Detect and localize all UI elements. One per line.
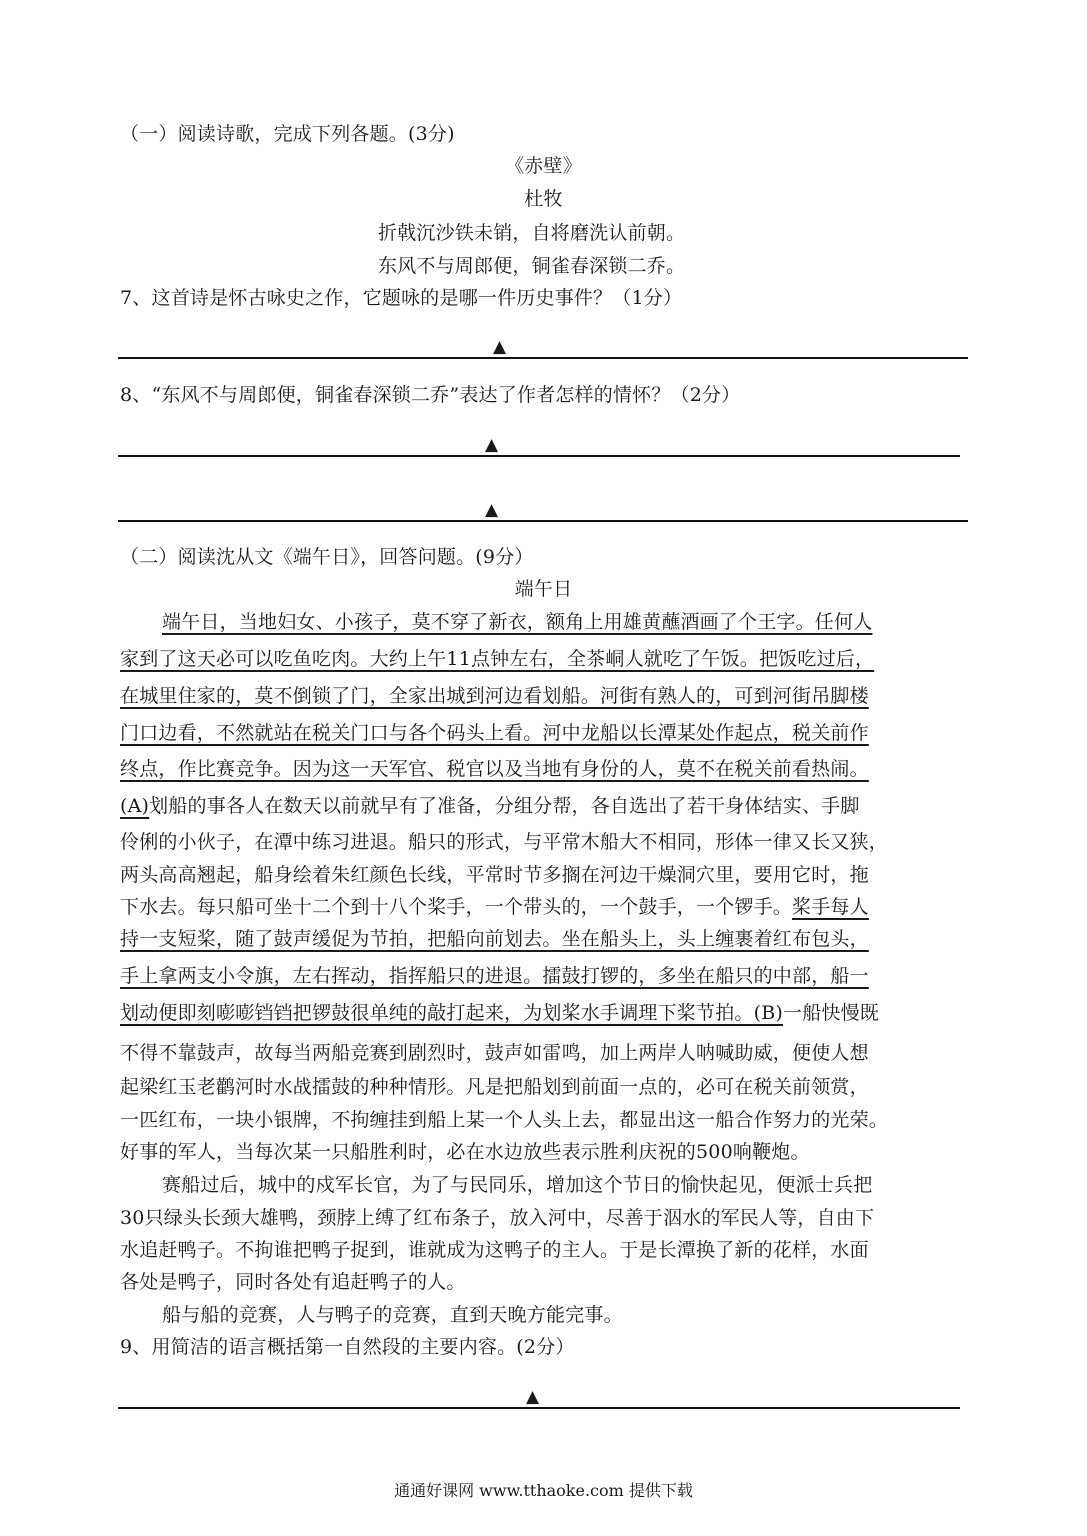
paragraph-3-line: 30只绿头长颈大雄鸭，颈脖上缚了红布条子，放入河中，尽善于泅水的军民人等，自由下: [120, 1207, 875, 1229]
paragraph-1-line: 在城里住家的，莫不倒锁了门，全家出城到河边看划船。河街有熟人的，可到河街吊脚楼: [120, 685, 869, 707]
paragraph-2-line: 持一支短桨，随了鼓声缓促为节拍，把船向前划去。坐在船头上，头上缠裹着红布包头，: [120, 928, 869, 950]
answer-marker: ▲: [526, 1387, 540, 1407]
footer-credit: 通通好课网 www.tthaoke.com 提供下载: [394, 1481, 693, 1500]
paragraph-2-line: (A)划船的事各人在数天以前就早有了准备，分组分帮，各自选出了若干身体结实、手脚: [120, 795, 860, 817]
paragraph-1-line: 门口边看，不然就站在税关门口与各个码头上看。河中龙船以长潭某处作起点，税关前作: [120, 722, 869, 744]
paragraph-1-line: 终点，作比赛竞争。因为这一天军官、税官以及当地有身份的人，莫不在税关前看热闹。: [120, 758, 869, 780]
section2-heading: （二）阅读沈从文《端午日》，回答问题。(9分）: [120, 546, 534, 568]
answer-line: [118, 357, 968, 359]
section1-heading: （一）阅读诗歌，完成下列各题。(3分): [120, 123, 455, 145]
marker-a: (A): [120, 795, 150, 817]
paragraph-2-line: 不得不靠鼓声，故每当两船竞赛到剧烈时，鼓声如雷鸣，加上两岸人呐喊助威，便使人想: [120, 1042, 869, 1064]
poem-line-2: 东风不与周郎便，铜雀春深锁二乔。: [378, 255, 686, 277]
paragraph-2-line: 两头高高翘起，船身绘着朱红颜色长线，平常时节多搁在河边干燥洞穴里，要用它时，拖: [120, 864, 869, 886]
paragraph-2-line: 下水去。每只船可坐十二个到十八个桨手，一个带头的，一个鼓手，一个锣手。桨手每人: [120, 896, 869, 918]
paragraph-3-line: 水追赶鸭子。不拘谁把鸭子捉到，谁就成为这鸭子的主人。于是长潭换了新的花样，水面: [120, 1239, 869, 1261]
question-7: 7、这首诗是怀古咏史之作，它题咏的是哪一件历史事件？（1分）: [120, 287, 683, 309]
paragraph-2-line: 起梁红玉老鹳河时水战擂鼓的种种情形。凡是把船划到前面一点的，必可在税关前领赏，: [120, 1076, 869, 1098]
marker-b: (B): [753, 1002, 783, 1024]
answer-marker: ▲: [493, 337, 507, 357]
question-8: 8、“东风不与周郎便，铜雀春深锁二乔”表达了作者怎样的情怀？（2分）: [120, 384, 741, 406]
article-title: 端午日: [514, 578, 573, 600]
poem-author: 杜牧: [524, 188, 563, 210]
paragraph-2-line: 好事的军人，当每次某一只船胜利时，必在水边放些表示胜利庆祝的500响鞭炮。: [120, 1141, 810, 1163]
paragraph-3-line: 赛船过后，城中的戍军长官，为了与民同乐，增加这个节日的愉快起见，便派士兵把: [162, 1174, 873, 1196]
paragraph-2-line: 手上拿两支小令旗，左右挥动，指挥船只的进退。擂鼓打锣的，多坐在船只的中部，船一: [120, 965, 869, 987]
poem-title: 《赤壁》: [505, 155, 582, 177]
paragraph-1-line: 端午日，当地妇女、小孩子，莫不穿了新衣，额角上用雄黄蘸酒画了个王字。任何人: [162, 611, 873, 633]
question-9: 9、用简洁的语言概括第一自然段的主要内容。(2分）: [120, 1336, 575, 1358]
paragraph-1-line: 家到了这天必可以吃鱼吃肉。大约上午11点钟左右，全茶峒人就吃了午饭。把饭吃过后，: [120, 648, 875, 670]
answer-line: [118, 1407, 960, 1409]
poem-line-1: 折戟沉沙铁未销，自将磨洗认前朝。: [378, 222, 686, 244]
paragraph-2-line: 一匹红布，一块小银牌，不拘缠挂到船上某一个人头上去，都显出这一船合作努力的光荣。: [120, 1109, 889, 1131]
paragraph-2-line: 划动便即刻嘭嘭铛铛把锣鼓很单纯的敲打起来，为划桨水手调理下桨节拍。(B)一船快慢既: [120, 1002, 880, 1024]
answer-marker: ▲: [485, 435, 499, 455]
paragraph-3-line: 各处是鸭子，同时各处有追赶鸭子的人。: [120, 1271, 466, 1293]
paragraph-4-line: 船与船的竞赛，人与鸭子的竞赛，直到天晚方能完事。: [162, 1304, 623, 1326]
answer-marker: ▲: [485, 500, 499, 520]
answer-line: [118, 520, 968, 522]
paragraph-2-line: 伶俐的小伙子，在潭中练习进退。船只的形式，与平常木船大不相同，形体一律又长又狭，: [120, 831, 889, 853]
answer-line: [118, 455, 960, 457]
